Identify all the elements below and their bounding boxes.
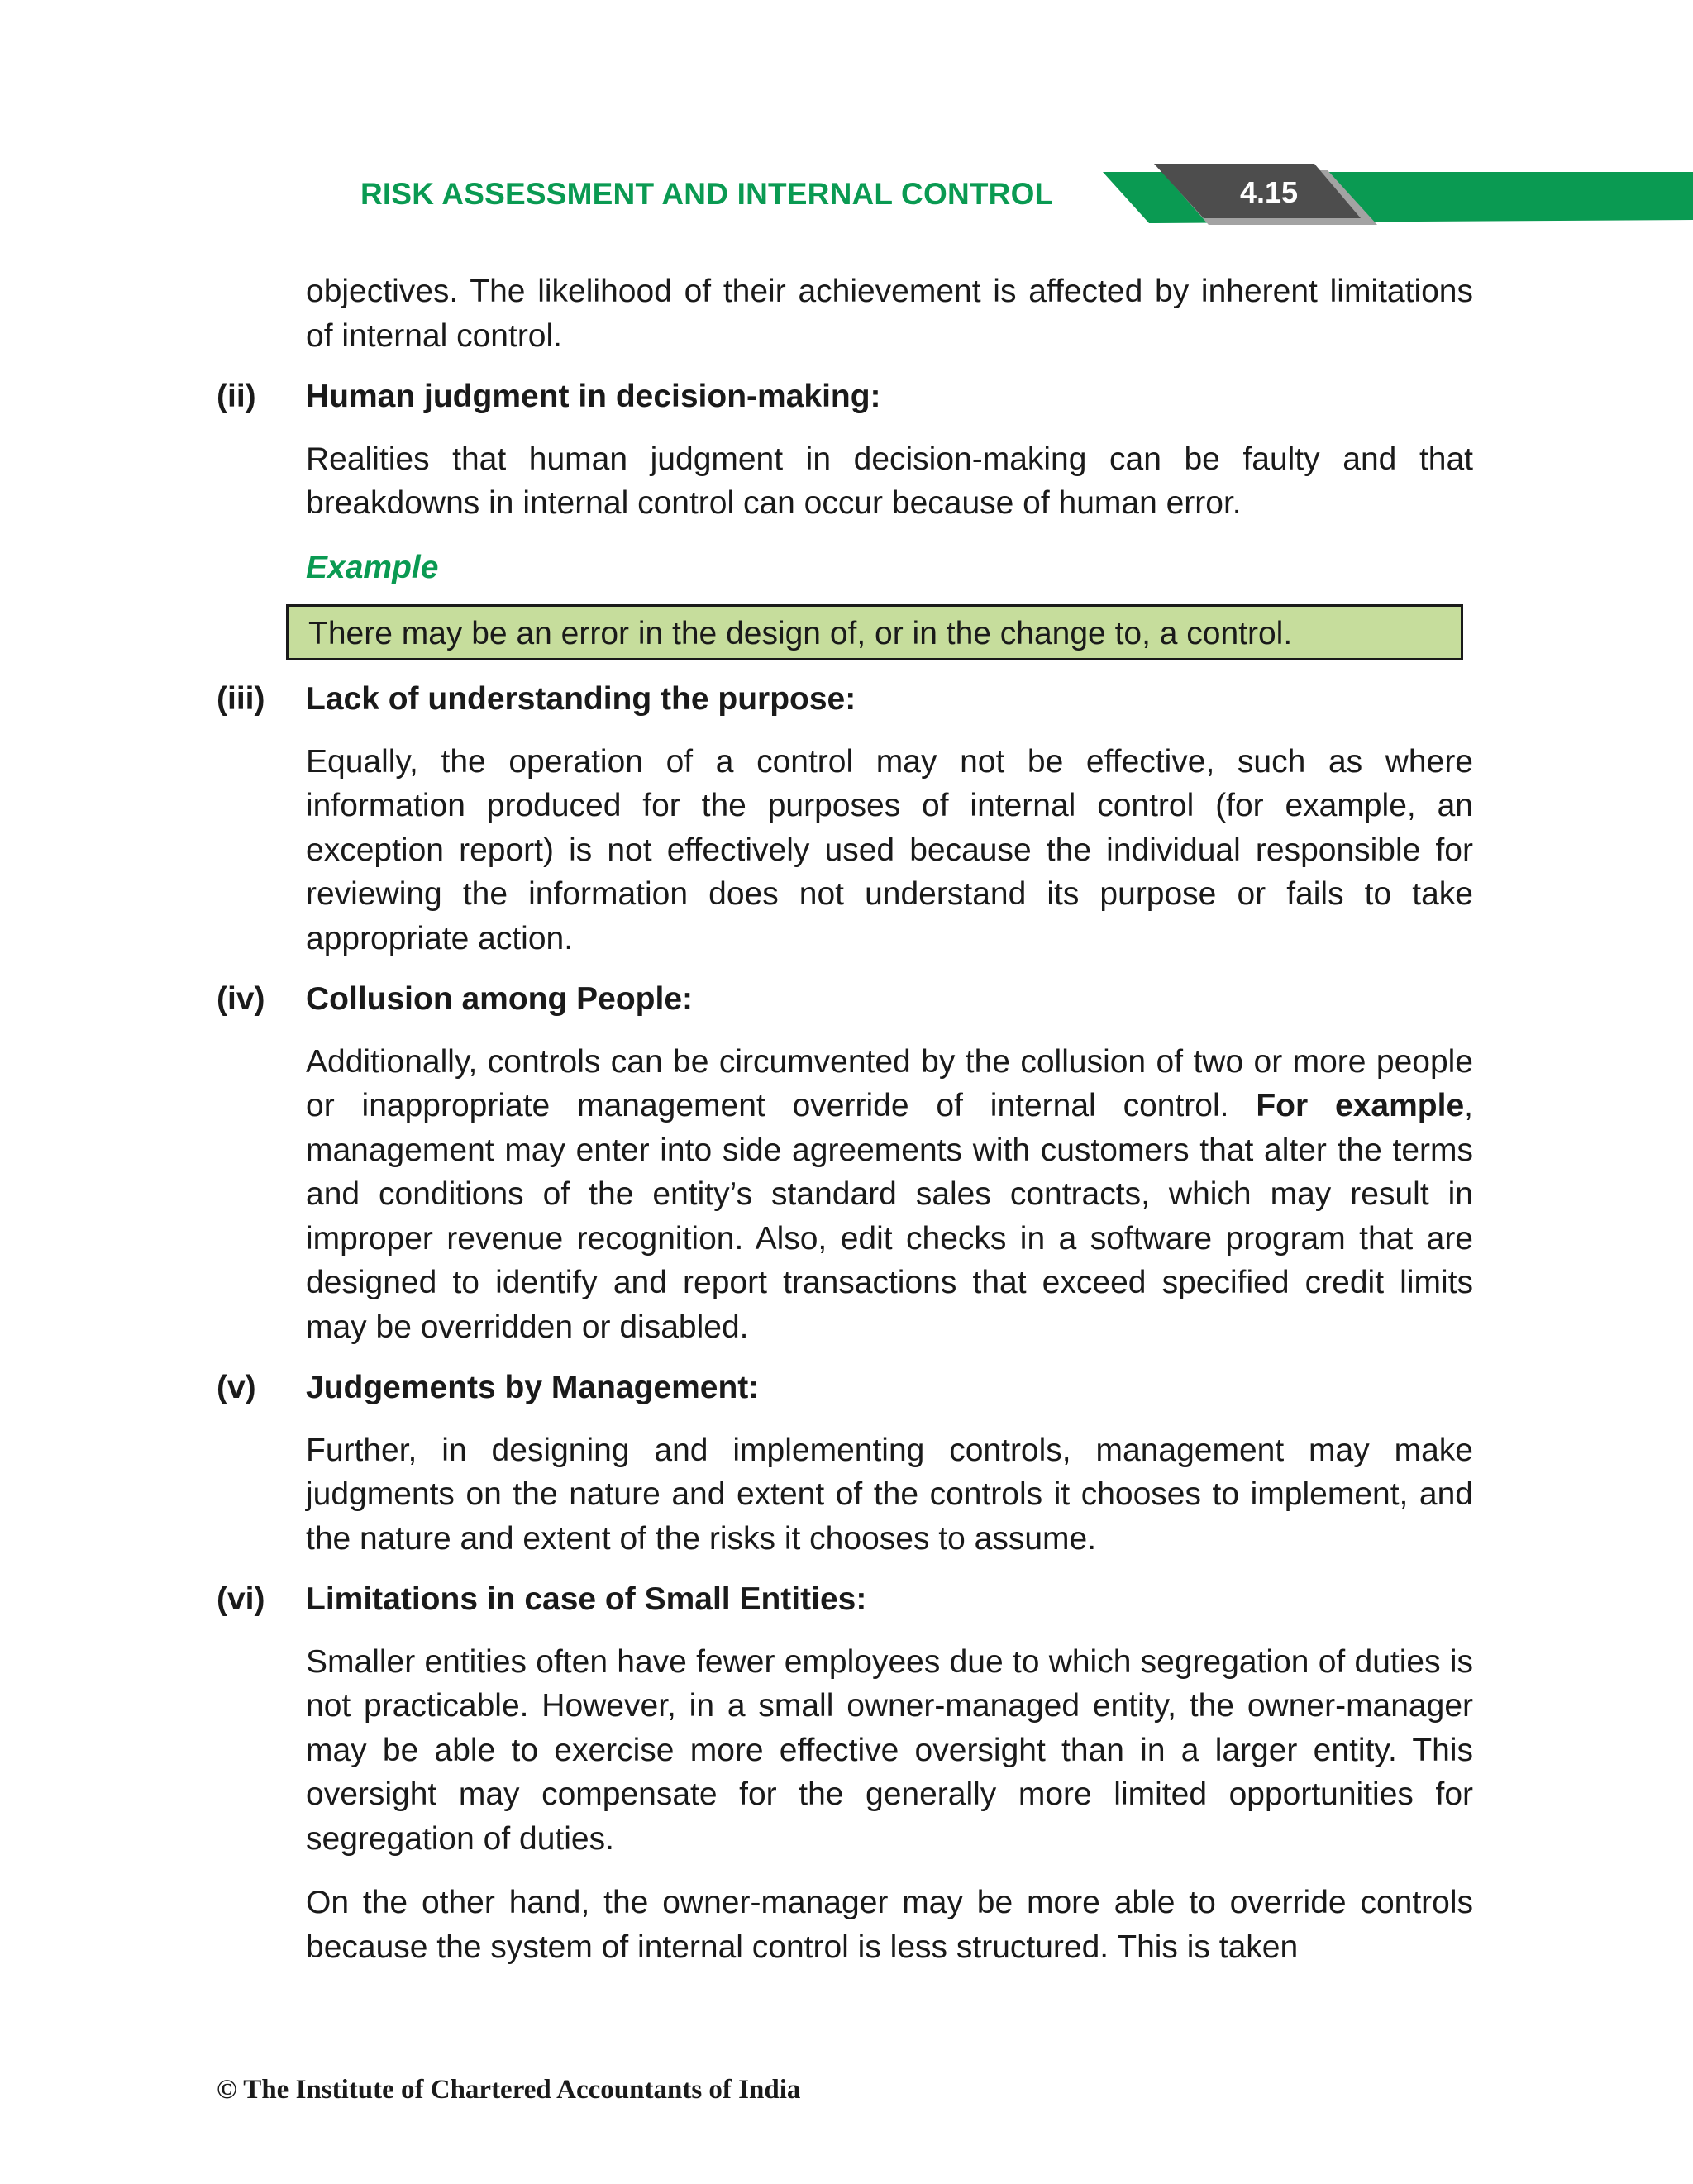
item-number: (v)	[217, 1370, 256, 1405]
item-paragraph: Realities that human judgment in decision-making can be faulty and that breakdowns in internal control can occur because of human error.	[306, 441, 1473, 521]
item-number: (ii)	[217, 379, 256, 414]
paragraph-text-after: , management may enter into side agreements with customers that alter the terms and conditions of the entity’s standard sales contracts, which may result in improper revenue recognition. Also, edit checks in a software program that are designed to identify and report transactions that exceed specified credit limits may be overridden or disabled.	[306, 1088, 1473, 1345]
list-item-collusion	[217, 977, 1473, 1349]
paragraph-bold-phrase: For example	[1256, 1088, 1465, 1123]
page-number: 4.15	[1239, 175, 1299, 209]
item-heading: Limitations in case of Small Entities:	[306, 1581, 867, 1617]
item-paragraph-continued: On the other hand, the owner-manager may be more able to override controls because the system of internal control is less structured. This is taken	[306, 1885, 1473, 1965]
item-paragraph	[306, 1040, 1473, 1350]
item-heading: Judgements by Management:	[306, 1370, 760, 1405]
item-heading-row	[217, 374, 1473, 419]
item-number: (iii)	[217, 681, 265, 717]
item-heading-row	[217, 1577, 1473, 1622]
list-item-judgements-by-management	[217, 1366, 1473, 1561]
list-item-human-judgment	[217, 374, 1473, 660]
example-box: There may be an error in the design of, or in the change to, a control.	[286, 604, 1463, 660]
item-number: (vi)	[217, 1581, 265, 1617]
intro-continuation: objectives. The likelihood of their achievement is affected by inherent limitations of internal control.	[306, 274, 1473, 354]
item-heading: Lack of understanding the purpose:	[306, 681, 856, 717]
example-label: Example	[306, 549, 439, 585]
item-paragraph: Further, in designing and implementing controls, management may make judgments on the nature and extent of the controls it chooses to implement, and the nature and extent of the risks it chooses to assume.	[306, 1432, 1473, 1557]
item-number: (iv)	[217, 981, 265, 1017]
item-heading: Human judgment in decision-making:	[306, 379, 881, 414]
item-heading-row	[217, 977, 1473, 1022]
running-title: RISK ASSESSMENT AND INTERNAL CONTROL	[360, 177, 1054, 211]
paragraph-text-before: Additionally, controls can be circumvented by the collusion of two or more people or inappropriate management override of internal control.	[306, 1043, 1473, 1123]
item-heading-row	[217, 1366, 1473, 1410]
list-item-lack-of-understanding	[217, 677, 1473, 961]
page-body	[217, 269, 1473, 1969]
item-paragraph: Smaller entities often have fewer employees due to which segregation of duties is not practicable. However, in a small owner-managed entity, the owner-manager may be able to exercise more effective oversight than in a larger entity. This oversight may compensate for the generally more limited opportunities for segregation of duties.	[306, 1643, 1473, 1857]
footer-copyright: © The Institute of Chartered Accountants of India	[217, 2075, 801, 2105]
item-heading-row	[217, 677, 1473, 722]
item-heading: Collusion among People:	[306, 981, 694, 1017]
item-paragraph: Equally, the operation of a control may not be effective, such as where information produced for the purposes of internal control (for example, an exception report) is not effectively used because the individual responsible for reviewing the information does not understand its purpose or fails to take appropriate action.	[306, 743, 1473, 956]
list-item-small-entities	[217, 1577, 1473, 1969]
